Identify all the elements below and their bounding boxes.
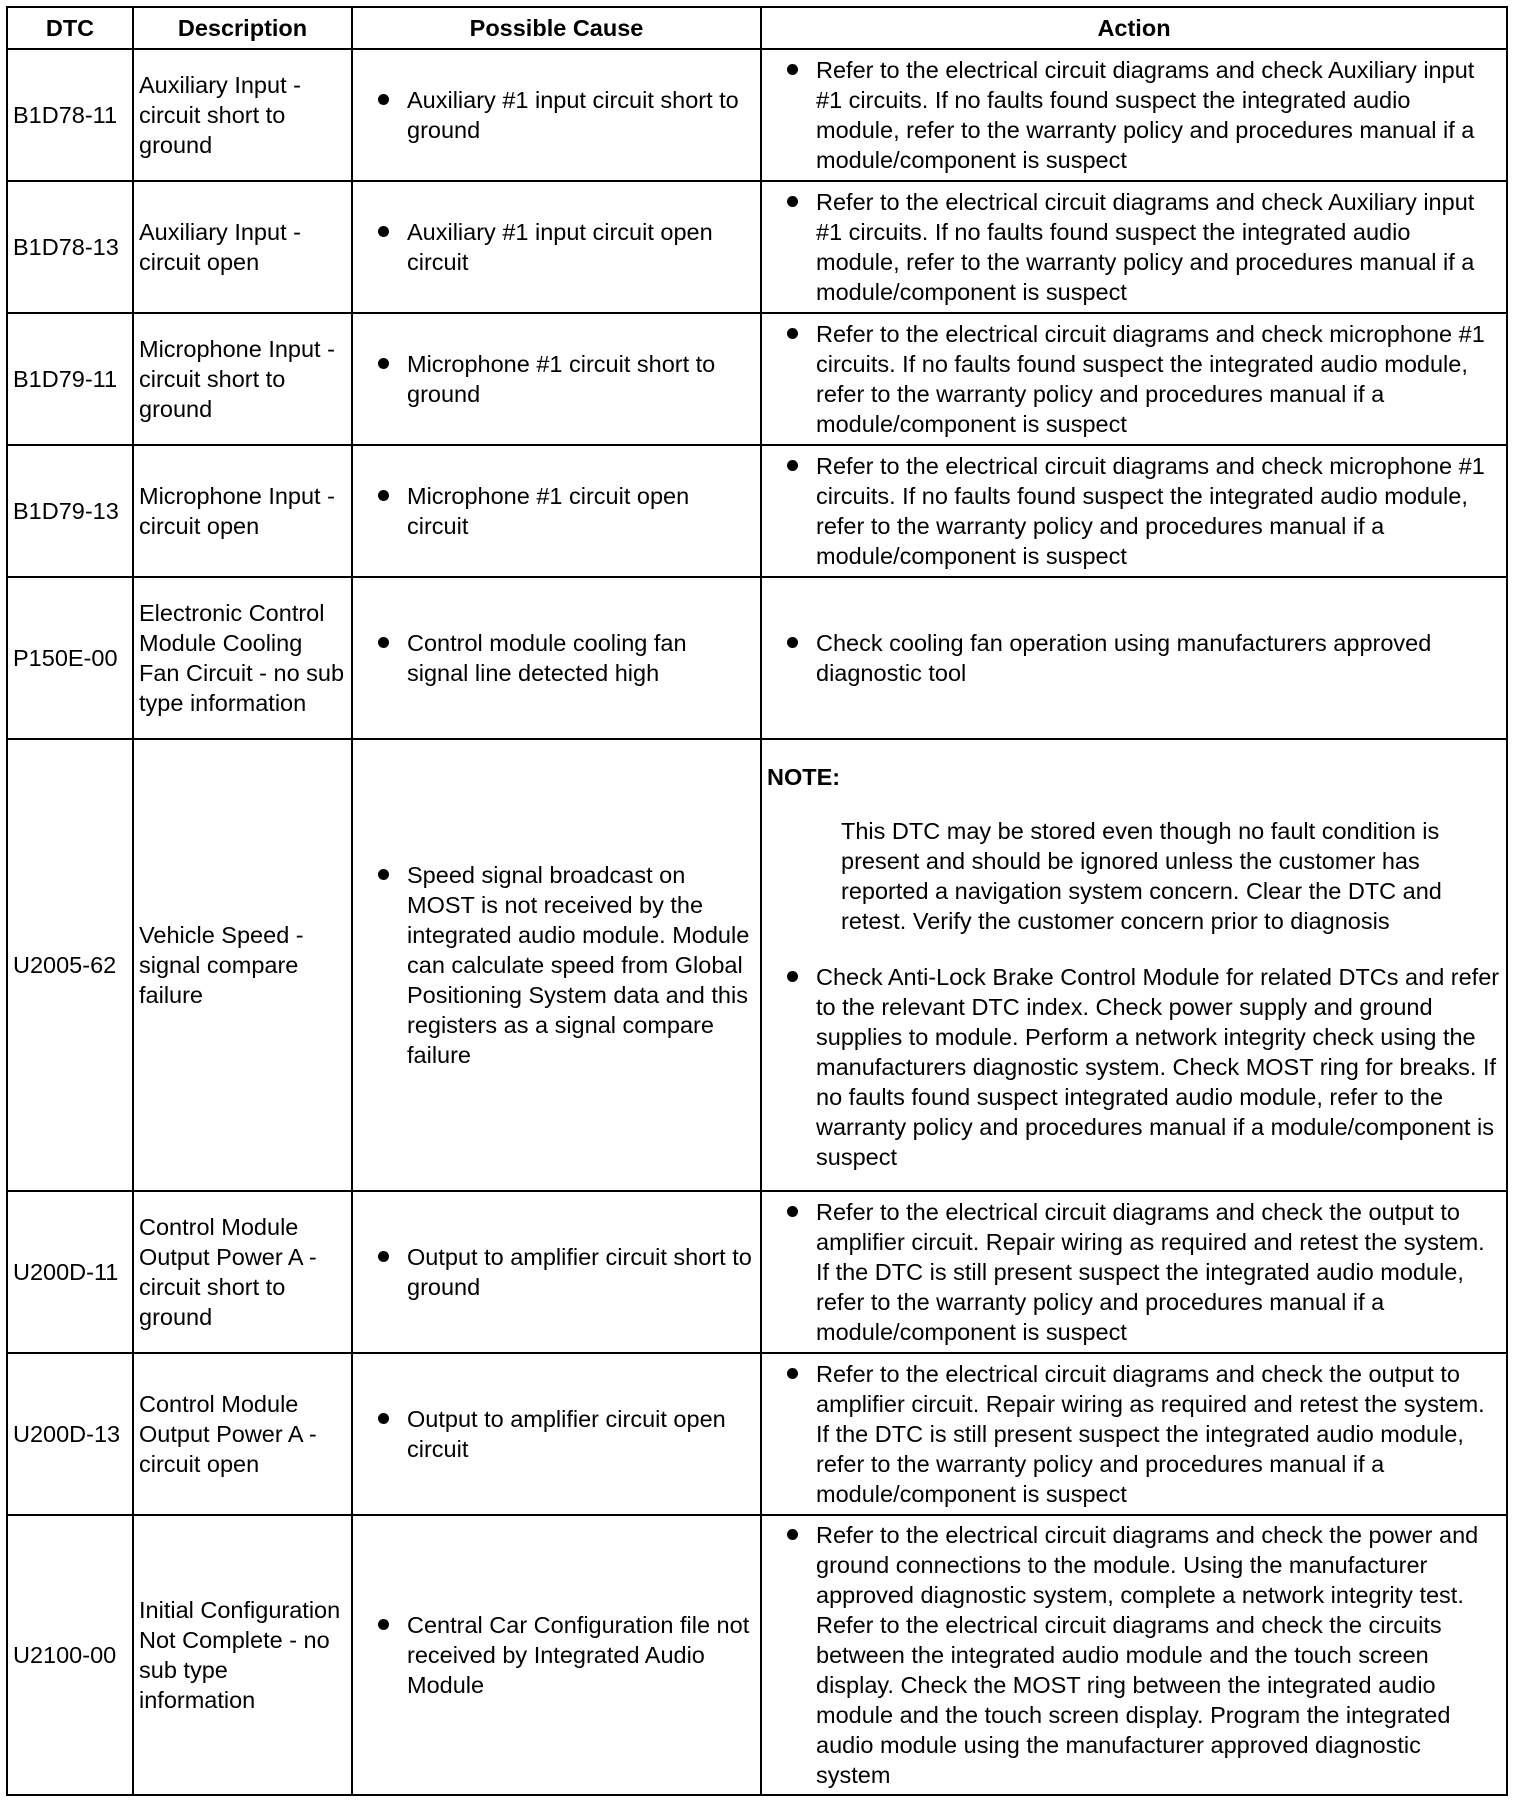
action-list	[772, 319, 1500, 439]
action-cell	[761, 49, 1507, 181]
action-item: Refer to the electrical circuit diagrams and check the output to amplifier circuit. Repair wiring as required and retest the system. If the DTC is still present suspect the integrated audio module, refer to the warranty policy and procedures manual if a module/component is suspect	[772, 1359, 1500, 1509]
action-list	[772, 628, 1500, 688]
possible-cause-cell	[352, 1515, 761, 1795]
header-dtc: DTC	[7, 7, 133, 49]
table-row	[7, 1191, 1507, 1353]
action-item: Refer to the electrical circuit diagrams and check Auxiliary input #1 circuits. If no faults found suspect the integrated audio module, refer to the warranty policy and procedures manual if a module/component is suspect	[772, 55, 1500, 175]
dtc-code: B1D79-13	[7, 445, 133, 577]
action-cell	[761, 445, 1507, 577]
table-row	[7, 1353, 1507, 1515]
table-header-row	[7, 7, 1507, 49]
dtc-code: U200D-13	[7, 1353, 133, 1515]
action-item: Refer to the electrical circuit diagrams and check the output to amplifier circuit. Repair wiring as required and retest the system. If the DTC is still present suspect the integrated audio module, refer to the warranty policy and procedures manual if a module/component is suspect	[772, 1197, 1500, 1347]
dtc-description: Microphone Input - circuit short to ground	[133, 313, 352, 445]
cause-list	[363, 481, 754, 541]
dtc-description: Microphone Input - circuit open	[133, 445, 352, 577]
action-list	[772, 451, 1500, 571]
dtc-description: Control Module Output Power A - circuit open	[133, 1353, 352, 1515]
possible-cause-cell	[352, 445, 761, 577]
table-row	[7, 739, 1507, 1191]
possible-cause-cell	[352, 577, 761, 739]
dtc-code: P150E-00	[7, 577, 133, 739]
cause-item: Speed signal broadcast on MOST is not received by the integrated audio module. Module can calculate speed from Global Positioning System data and this registers as a signal compare failure	[363, 860, 754, 1070]
possible-cause-cell	[352, 313, 761, 445]
possible-cause-cell	[352, 181, 761, 313]
table-row	[7, 313, 1507, 445]
dtc-description: Electronic Control Module Cooling Fan Circuit - no sub type information	[133, 577, 352, 739]
dtc-code: U2005-62	[7, 739, 133, 1191]
table-row	[7, 445, 1507, 577]
dtc-code: B1D78-13	[7, 181, 133, 313]
cause-item: Output to amplifier circuit short to ground	[363, 1242, 754, 1302]
dtc-code: U200D-11	[7, 1191, 133, 1353]
table-row	[7, 49, 1507, 181]
dtc-description: Control Module Output Power A - circuit short to ground	[133, 1191, 352, 1353]
action-item: Check cooling fan operation using manufacturers approved diagnostic tool	[772, 628, 1500, 688]
cause-item: Central Car Configuration file not received by Integrated Audio Module	[363, 1610, 754, 1700]
cause-item: Auxiliary #1 input circuit short to ground	[363, 85, 754, 145]
header-possible-cause: Possible Cause	[352, 7, 761, 49]
cause-list	[363, 860, 754, 1070]
action-cell	[761, 577, 1507, 739]
dtc-description: Initial Configuration Not Complete - no sub type information	[133, 1515, 352, 1795]
dtc-description: Vehicle Speed - signal compare failure	[133, 739, 352, 1191]
dtc-description: Auxiliary Input - circuit open	[133, 181, 352, 313]
dtc-description: Auxiliary Input - circuit short to ground	[133, 49, 352, 181]
cause-list	[363, 85, 754, 145]
action-list	[772, 1520, 1500, 1790]
cause-list	[363, 217, 754, 277]
dtc-code: B1D79-11	[7, 313, 133, 445]
action-cell	[761, 181, 1507, 313]
action-list	[772, 55, 1500, 175]
cause-list	[363, 1610, 754, 1700]
action-cell	[761, 1353, 1507, 1515]
cause-item: Control module cooling fan signal line detected high	[363, 628, 754, 688]
table-row	[7, 181, 1507, 313]
action-cell	[761, 1191, 1507, 1353]
possible-cause-cell	[352, 1353, 761, 1515]
dtc-code: U2100-00	[7, 1515, 133, 1795]
action-cell	[761, 313, 1507, 445]
cause-list	[363, 628, 754, 688]
table-row	[7, 1515, 1507, 1795]
action-item: Refer to the electrical circuit diagrams and check Auxiliary input #1 circuits. If no faults found suspect the integrated audio module, refer to the warranty policy and procedures manual if a module/component is suspect	[772, 187, 1500, 307]
cause-list	[363, 1404, 754, 1464]
action-list	[772, 187, 1500, 307]
action-list	[772, 1197, 1500, 1347]
note-label: NOTE:	[767, 764, 841, 790]
action-item: Refer to the electrical circuit diagrams and check the power and ground connections to the module. Using the manufacturer approved diagnostic system, complete a network integrity test. Refer to the electrical circuit diagrams and check the circuits between the integrated audio module and the touch screen display. Check the MOST ring between the integrated audio module and the touch screen display. Program the integrated audio module using the manufacturer approved diagnostic system	[772, 1520, 1500, 1790]
action-item: Refer to the electrical circuit diagrams and check microphone #1 circuits. If no faults found suspect the integrated audio module, refer to the warranty policy and procedures manual if a module/component is suspect	[772, 319, 1500, 439]
dtc-table	[6, 6, 1508, 1796]
cause-item: Output to amplifier circuit open circuit	[363, 1404, 754, 1464]
possible-cause-cell	[352, 1191, 761, 1353]
cause-list	[363, 349, 754, 409]
header-description: Description	[133, 7, 352, 49]
action-item: Refer to the electrical circuit diagrams and check microphone #1 circuits. If no faults found suspect the integrated audio module, refer to the warranty policy and procedures manual if a module/component is suspect	[772, 451, 1500, 571]
dtc-code: B1D78-11	[7, 49, 133, 181]
cause-item: Auxiliary #1 input circuit open circuit	[363, 217, 754, 277]
action-cell	[761, 739, 1507, 1191]
cause-item: Microphone #1 circuit open circuit	[363, 481, 754, 541]
cause-item: Microphone #1 circuit short to ground	[363, 349, 754, 409]
note-block	[767, 758, 1500, 936]
action-item: Check Anti-Lock Brake Control Module for related DTCs and refer to the relevant DTC index. Check power supply and ground supplies to module. Perform a network integrity check using the manufacturers diagnostic system. Check MOST ring for breaks. If no faults found suspect integrated audio module, refer to the warranty policy and procedures manual if a module/component is suspect	[772, 962, 1500, 1172]
table-row	[7, 577, 1507, 739]
action-list	[772, 1359, 1500, 1509]
possible-cause-cell	[352, 739, 761, 1191]
possible-cause-cell	[352, 49, 761, 181]
header-action: Action	[761, 7, 1507, 49]
action-cell	[761, 1515, 1507, 1795]
cause-list	[363, 1242, 754, 1302]
action-list	[772, 962, 1500, 1172]
note-text: This DTC may be stored even though no fault condition is present and should be ignored unless the customer has reported a navigation system concern. Clear the DTC and retest. Verify the customer concern prior to diagnosis	[841, 818, 1442, 934]
